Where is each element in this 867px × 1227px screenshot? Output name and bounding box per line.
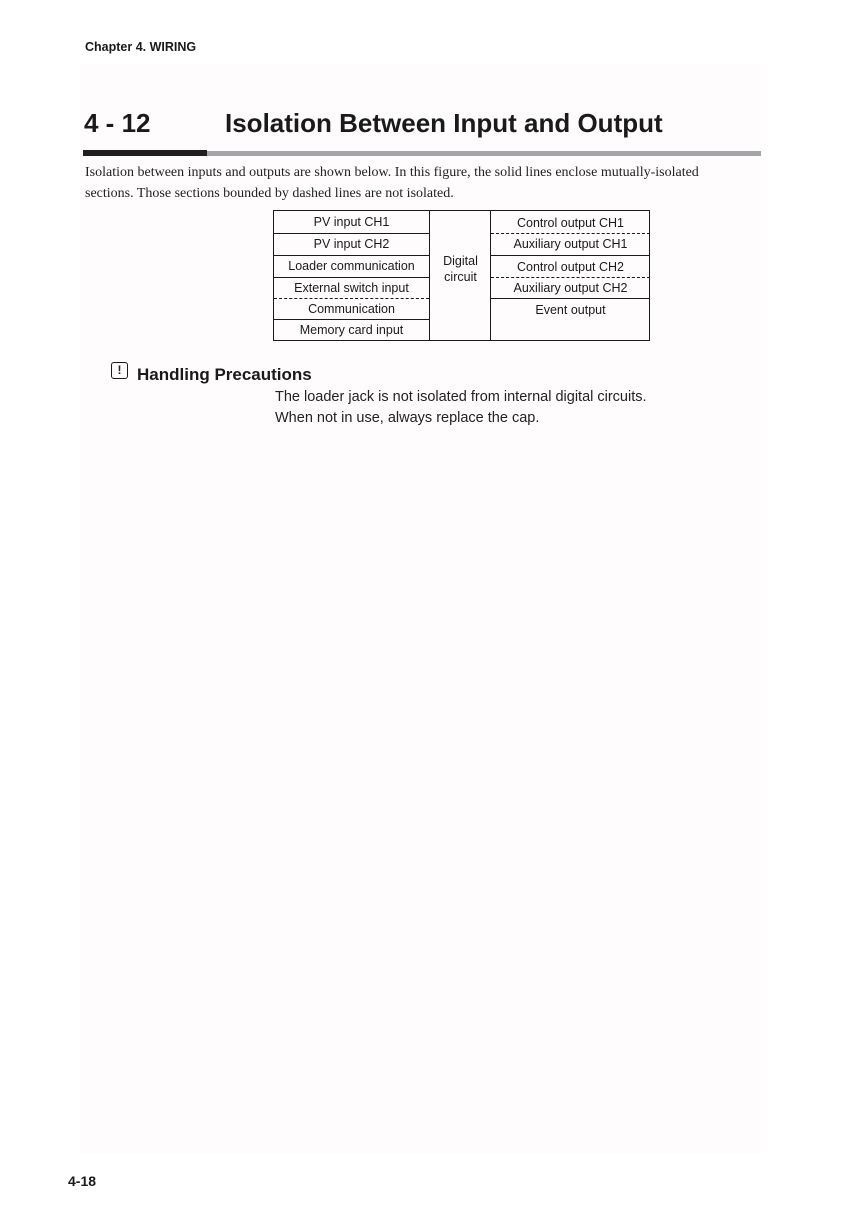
digital-circuit-label [430, 253, 491, 285]
input-cell: PV input CH2 [274, 233, 429, 255]
input-cell: External switch input [274, 277, 429, 299]
section-number: 4 - 12 [84, 108, 151, 138]
output-cell: Control output CH2 [491, 255, 650, 277]
handling-precautions-body [275, 387, 647, 429]
output-cell: Event output [491, 298, 650, 340]
title-rule-light [207, 151, 761, 156]
digital-circuit [429, 211, 491, 340]
inputs-column [274, 211, 430, 340]
output-cell: Control output CH1 [516, 216, 624, 230]
section-title-text: Isolation Between Input and Output [225, 108, 663, 138]
intro-paragraph: Isolation between inputs and outputs are shown below. In this figure, the solid lines enclose mutually-isolated sections. Those sections bounded by dashed lines are not isolated. [85, 165, 699, 201]
digital-label-line2: circuit [444, 270, 477, 284]
input-cell: Memory card input [274, 319, 429, 340]
input-cell: PV input CH1 [313, 215, 390, 229]
handling-precautions-title: Handling Precautions [137, 365, 312, 384]
title-rule-dark [83, 150, 207, 156]
chapter-header: Chapter 4. WIRING [85, 40, 197, 54]
page-number: 4-18 [68, 1173, 97, 1189]
section-title [84, 108, 663, 139]
precaution-line: The loader jack is not isolated from internal digital circuits. [275, 389, 647, 405]
outputs-column [490, 211, 650, 340]
isolation-diagram [273, 210, 650, 341]
input-cell: Communication [274, 298, 429, 320]
digital-label-line1: Digital [443, 254, 478, 268]
output-cell: Auxiliary output CH2 [491, 277, 650, 298]
output-cell: Auxiliary output CH1 [491, 233, 650, 255]
precaution-line: When not in use, always replace the cap. [275, 410, 540, 426]
exclamation-icon: ! [111, 362, 128, 379]
input-cell: Loader communication [274, 255, 429, 277]
